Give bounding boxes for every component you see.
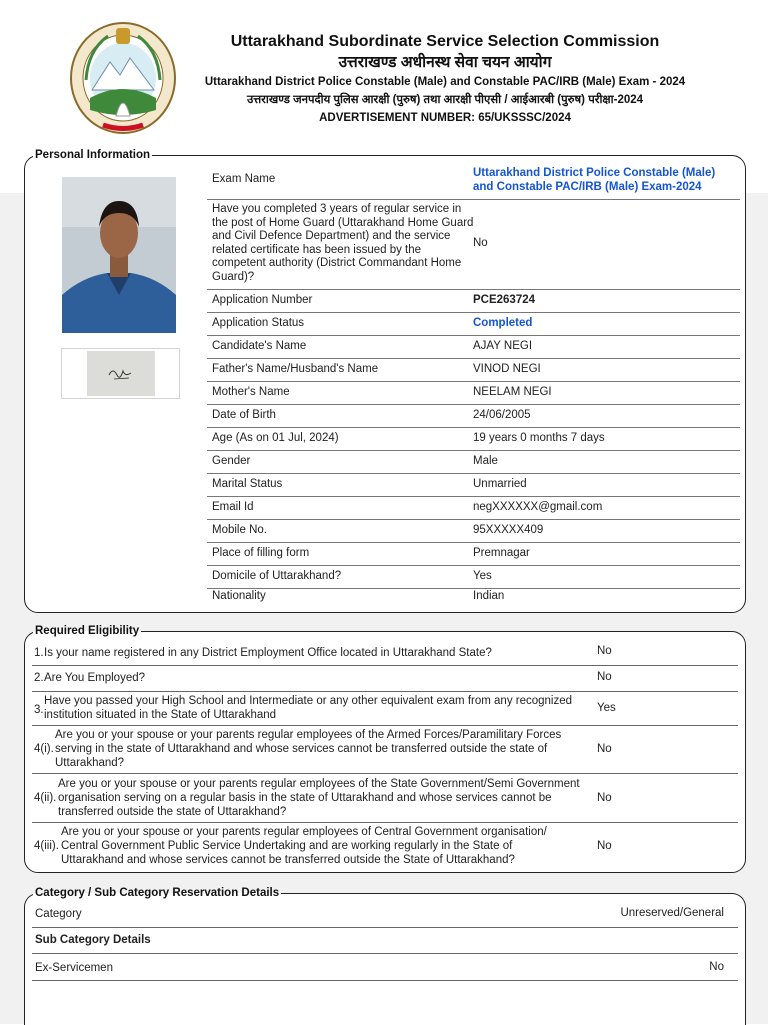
row-mother-name xyxy=(207,382,740,405)
nationality-value: Indian xyxy=(473,590,505,602)
domicile-value: Yes xyxy=(473,570,492,582)
eligibility-row-1 xyxy=(32,641,738,666)
application-number-value: PCE263724 xyxy=(473,294,536,306)
row-date-of-birth xyxy=(207,405,740,428)
eligibility-answer: No xyxy=(597,743,612,755)
row-email-id xyxy=(207,497,740,520)
date-of-birth-value: 24/06/2005 xyxy=(473,409,531,421)
eligibility-answer: No xyxy=(597,671,612,683)
row-domicile xyxy=(207,566,740,589)
candidate-photo xyxy=(62,177,176,333)
commission-emblem-icon xyxy=(68,20,178,136)
age-value: 19 years 0 months 7 days xyxy=(473,432,605,444)
exam-title-hindi: उत्तराखण्ड जनपदीय पुलिस आरक्षी (पुरुष) तथा आरक्षी पीएसी / आईआरबी (पुरुष) परीक्षा-2024 xyxy=(246,94,644,106)
row-application-status xyxy=(207,313,740,336)
application-number-label: Application Number xyxy=(212,294,313,306)
required-eligibility-legend: Required Eligibility xyxy=(35,625,140,637)
row-application-number xyxy=(207,290,740,313)
mobile-no-value: 95XXXXX409 xyxy=(473,524,544,536)
eligibility-answer: No xyxy=(597,792,612,804)
personal-information-legend: Personal Information xyxy=(35,149,151,161)
row-place-of-filling xyxy=(207,543,740,566)
category-label: Category xyxy=(35,908,82,920)
eligibility-number: 4(iii). xyxy=(34,840,59,852)
advertisement-number: ADVERTISEMENT NUMBER: 65/UKSSSC/2024 xyxy=(319,112,571,124)
candidate-name-value: AJAY NEGI xyxy=(473,340,533,352)
eligibility-row-2 xyxy=(32,666,738,692)
page-header xyxy=(0,0,768,150)
candidate-signature xyxy=(87,351,155,396)
mobile-no-label: Mobile No. xyxy=(212,524,267,536)
row-gender xyxy=(207,451,740,474)
eligibility-number: 4(ii). xyxy=(34,792,57,804)
sub-category-heading: Sub Category Details xyxy=(35,934,151,946)
candidate-signature-box xyxy=(61,348,180,399)
marital-status-label: Marital Status xyxy=(212,478,283,490)
eligibility-question: Is your name registered in any District Employment Office located in Uttarakhand State? xyxy=(44,647,492,659)
sub-category-heading-row xyxy=(32,928,738,954)
ex-servicemen-label: Ex-Servicemen xyxy=(35,962,113,974)
place-of-filling-label: Place of filling form xyxy=(212,547,310,559)
marital-status-value: Unmarried xyxy=(473,478,527,490)
gender-value: Male xyxy=(473,455,498,467)
row-candidate-name xyxy=(207,336,740,359)
eligibility-question: Are you or your spouse or your parents regular employees of the State Government/Semi Government organisation serving on a regular basis in the state of Uttarakhand and whose services cannot be transferred outside the state of Uttarakhand? xyxy=(58,778,580,818)
father-name-label: Father's Name/Husband's Name xyxy=(212,363,379,375)
eligibility-question: Have you passed your High School and Intermediate or any other equivalent exam from any recognized institution situated in the State of Uttarakhand xyxy=(44,695,573,721)
eligibility-question: Are you or your spouse or your parents regular employees of Central Government organisation/ Central Government Public Service Undertaking and are working regularly in the State of Uttarakhand and whose services cannot be transferred outside the State of Uttarakhand? xyxy=(61,826,547,866)
mother-name-value: NEELAM NEGI xyxy=(473,386,552,398)
eligibility-row-3 xyxy=(32,692,738,726)
row-mobile-no xyxy=(207,520,740,543)
email-id-value: negXXXXXX@gmail.com xyxy=(473,501,603,513)
application-status-label: Application Status xyxy=(212,317,305,329)
row-marital-status xyxy=(207,474,740,497)
commission-title-english: Uttarakhand Subordinate Service Selection Commission xyxy=(230,33,660,50)
ex-servicemen-row xyxy=(32,954,738,981)
ex-servicemen-value: No xyxy=(709,961,724,973)
category-reservation-legend: Category / Sub Category Reservation Details xyxy=(35,887,280,899)
date-of-birth-label: Date of Birth xyxy=(212,409,276,421)
category-row xyxy=(32,903,738,928)
eligibility-row-4i xyxy=(32,726,738,774)
eligibility-number: 4(i). xyxy=(34,743,54,755)
age-label: Age (As on 01 Jul, 2024) xyxy=(212,432,339,444)
row-home-guard-service xyxy=(207,200,740,290)
domicile-label: Domicile of Uttarakhand? xyxy=(212,570,342,582)
row-exam-name xyxy=(207,163,740,200)
eligibility-answer: Yes xyxy=(597,702,616,714)
eligibility-number: 3. xyxy=(34,704,44,716)
exam-name-value: Uttarakhand District Police Constable (Male) and Constable PAC/IRB (Male) Exam-2024 xyxy=(473,167,716,193)
home-guard-service-label: Have you completed 3 years of regular service in the post of Home Guard (Uttarakhand Home Guard and Civil Defence Department) and the service related certificate has been issued by the competent authority (District Commandant Home Guard)? xyxy=(212,203,474,283)
gender-label: Gender xyxy=(212,455,251,467)
commission-title-hindi: उत्तराखण्ड अधीनस्थ सेवा चयन आयोग xyxy=(338,54,552,71)
row-age xyxy=(207,428,740,451)
mother-name-label: Mother's Name xyxy=(212,386,290,398)
father-name-value: VINOD NEGI xyxy=(473,363,541,375)
exam-name-label: Exam Name xyxy=(212,173,276,185)
eligibility-answer: No xyxy=(597,645,612,657)
application-status-value: Completed xyxy=(473,317,533,329)
eligibility-row-4iii xyxy=(32,823,738,869)
eligibility-question: Are You Employed? xyxy=(44,672,146,684)
exam-title-english: Uttarakhand District Police Constable (Male) and Constable PAC/IRB (Male) Exam - 2024 xyxy=(204,76,686,88)
eligibility-number: 2. xyxy=(34,672,44,684)
row-nationality xyxy=(207,589,740,609)
place-of-filling-value: Premnagar xyxy=(473,547,530,559)
category-value: Unreserved/General xyxy=(620,907,724,919)
email-id-label: Email Id xyxy=(212,501,254,513)
candidate-name-label: Candidate's Name xyxy=(212,340,307,352)
nationality-label: Nationality xyxy=(212,590,266,602)
home-guard-service-value: No xyxy=(473,237,488,249)
eligibility-row-4ii xyxy=(32,774,738,823)
eligibility-number: 1. xyxy=(34,647,44,659)
eligibility-answer: No xyxy=(597,840,612,852)
row-father-name xyxy=(207,359,740,382)
eligibility-question: Are you or your spouse or your parents regular employees of the Armed Forces/Paramilitary Forces serving in the state of Uttarakhand and whose services cannot be transferred outside the state of Uttarakhand? xyxy=(55,729,562,769)
